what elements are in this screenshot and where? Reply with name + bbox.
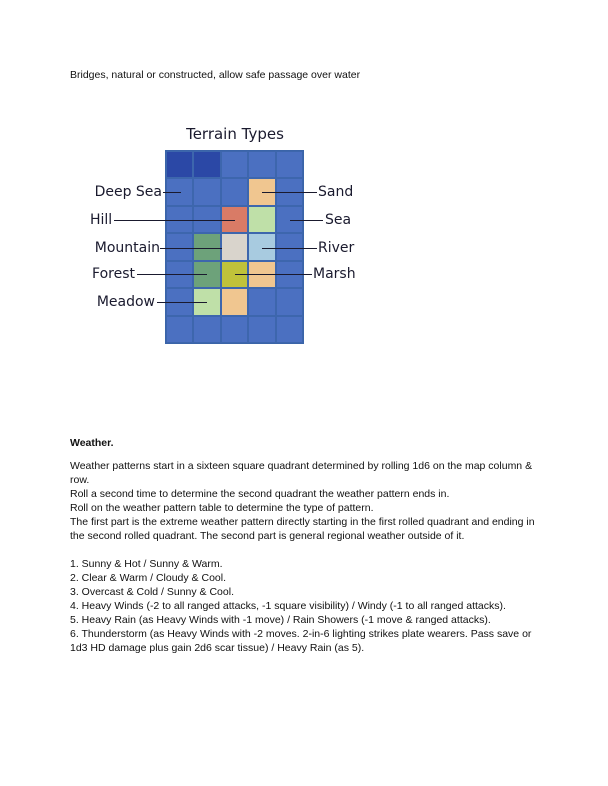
leader-line-deep-sea xyxy=(163,192,181,193)
weather-paragraph: The first part is the extreme weather pattern directly starting in the first rolled quadrant and ending in the second rolled quadrant. The second part is general regional weather outside of it. xyxy=(70,516,535,542)
label-hill: Hill xyxy=(90,212,113,228)
label-forest: Forest xyxy=(92,266,135,282)
weather-paragraph: Weather patterns start in a sixteen square quadrant determined by rolling 1d6 on the map column & row. xyxy=(70,460,533,486)
terrain-cell-sea xyxy=(248,316,275,343)
terrain-grid xyxy=(165,150,304,344)
weather-pattern-item: 5. Heavy Rain (as Heavy Winds with -1 move) / Rain Showers (-1 move & ranged attacks). xyxy=(70,614,491,626)
weather-pattern-item: 3. Overcast & Cold / Sunny & Cool. xyxy=(70,586,234,598)
terrain-cell-sand xyxy=(221,288,248,315)
weather-pattern-item: 6. Thunderstorm (as Heavy Winds with -2 moves. 2-in-6 lighting strikes plate wearers. Pass save or 1d3 HD damage plus gain 2d6 scar tissue) / Heavy Rain (as 5). xyxy=(70,628,532,654)
terrain-cell-sea xyxy=(221,316,248,343)
label-marsh: Marsh xyxy=(313,266,356,282)
weather-heading: Weather. xyxy=(70,437,114,449)
weather-paragraph: Roll a second time to determine the second quadrant the weather pattern ends in. xyxy=(70,488,450,500)
label-sand: Sand xyxy=(318,184,354,200)
terrain-cell-deep-sea xyxy=(166,151,193,178)
terrain-cell-sea xyxy=(166,316,193,343)
terrain-cell-sea xyxy=(276,151,303,178)
leader-line-sand xyxy=(262,192,317,193)
terrain-cell-meadow xyxy=(248,206,275,233)
leader-line-marsh xyxy=(235,274,312,275)
weather-pattern-item: 4. Heavy Winds (-2 to all ranged attacks, -1 square visibility) / Windy (-1 to all ranged attacks). xyxy=(70,600,506,612)
weather-section xyxy=(70,437,550,655)
terrain-cell-sea xyxy=(221,178,248,205)
weather-pattern-item: 2. Clear & Warm / Cloudy & Cool. xyxy=(70,572,226,584)
terrain-cell-sea xyxy=(193,316,220,343)
label-sea: Sea xyxy=(325,212,352,228)
terrain-cell-forest xyxy=(193,233,220,260)
label-deep-sea: Deep Sea xyxy=(94,184,162,200)
terrain-cell-sea xyxy=(248,151,275,178)
terrain-cell-river xyxy=(248,233,275,260)
intro-text: Bridges, natural or constructed, allow safe passage over water xyxy=(70,69,361,81)
terrain-cell-deep-sea xyxy=(193,151,220,178)
terrain-cell-mountain xyxy=(221,233,248,260)
label-mountain: Mountain xyxy=(94,240,160,256)
weather-pattern-list xyxy=(70,557,550,655)
leader-line-hill xyxy=(114,220,235,221)
terrain-cell-sea xyxy=(276,233,303,260)
terrain-cell-sea xyxy=(221,151,248,178)
leader-line-river xyxy=(262,248,317,249)
weather-pattern-item: 1. Sunny & Hot / Sunny & Warm. xyxy=(70,558,223,570)
terrain-cell-sea xyxy=(193,178,220,205)
terrain-cell-sea xyxy=(166,233,193,260)
terrain-cell-sea xyxy=(276,316,303,343)
terrain-cell-sea xyxy=(248,288,275,315)
leader-line-meadow xyxy=(157,302,207,303)
figure-title: Terrain Types xyxy=(186,125,284,143)
leader-line-sea xyxy=(290,220,323,221)
label-river: River xyxy=(318,240,355,256)
leader-line-forest xyxy=(137,274,207,275)
leader-line-mountain xyxy=(160,248,222,249)
label-meadow: Meadow xyxy=(96,294,155,310)
terrain-types-figure xyxy=(0,0,608,360)
terrain-cell-sea xyxy=(276,288,303,315)
weather-paragraph: Roll on the weather pattern table to determine the type of pattern. xyxy=(70,502,374,514)
